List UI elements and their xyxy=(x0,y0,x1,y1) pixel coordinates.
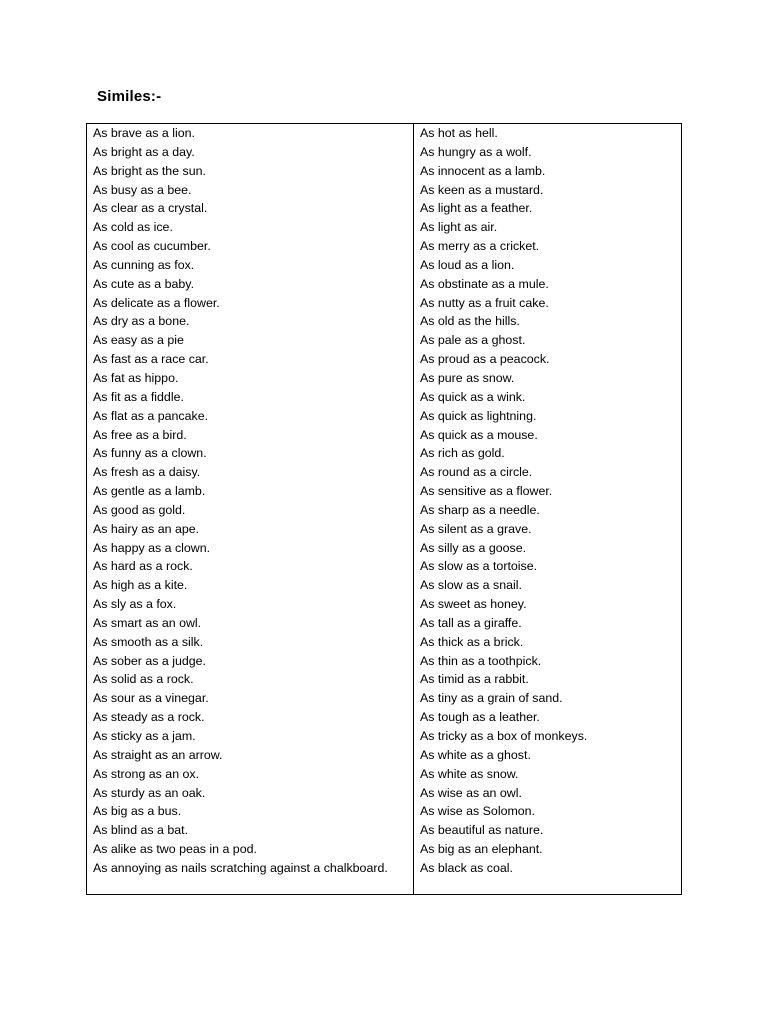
simile-item: As fresh as a daisy. xyxy=(93,465,201,480)
simile-item: As busy as a bee. xyxy=(93,182,192,197)
simile-item: As strong as an ox. xyxy=(93,766,200,781)
simile-item: As sweet as honey. xyxy=(420,597,527,612)
simile-item: As sensitive as a flower. xyxy=(420,484,553,499)
simile-item: As smooth as a silk. xyxy=(93,634,204,649)
simile-item: As rich as gold. xyxy=(420,446,505,461)
simile-item: As gentle as a lamb. xyxy=(93,484,206,499)
simile-item: As slow as a snail. xyxy=(420,578,522,593)
simile-item: As bright as a day. xyxy=(93,144,195,159)
simile-item: As straight as an arrow. xyxy=(93,747,223,762)
simile-item: As light as air. xyxy=(420,220,498,235)
simile-item: As old as the hills. xyxy=(420,314,520,329)
simile-item: As sturdy as an oak. xyxy=(93,785,206,800)
right-simile-column xyxy=(420,124,587,878)
simile-item: As high as a kite. xyxy=(93,578,188,593)
simile-item: As funny as a clown. xyxy=(93,446,207,461)
simile-item: As wise as Solomon. xyxy=(420,804,536,819)
simile-item: As clear as a crystal. xyxy=(93,201,208,216)
simile-item: As fit as a fiddle. xyxy=(93,389,184,404)
simile-item: As light as a feather. xyxy=(420,201,533,216)
simile-item: As tough as a leather. xyxy=(420,710,540,725)
simile-item: As sharp as a needle. xyxy=(420,502,540,517)
simile-item: As quick as a mouse. xyxy=(420,427,538,442)
similes-table xyxy=(86,123,682,895)
simile-item: As quick as lightning. xyxy=(420,408,537,423)
simile-item: As dry as a bone. xyxy=(93,314,190,329)
simile-item: As alike as two peas in a pod. xyxy=(93,842,257,857)
page-title: Similes:- xyxy=(97,88,162,105)
simile-item: As good as gold. xyxy=(93,502,186,517)
simile-item: As easy as a pie xyxy=(93,333,184,348)
simile-item: As cold as ice. xyxy=(93,220,173,235)
simile-item: As tall as a giraffe. xyxy=(420,615,522,630)
simile-item: As silent as a grave. xyxy=(420,521,532,536)
simile-item: As sober as a judge. xyxy=(93,653,206,668)
simile-item: As fat as hippo. xyxy=(93,370,179,385)
simile-item: As big as an elephant. xyxy=(420,842,543,857)
simile-item: As merry as a cricket. xyxy=(420,239,540,254)
simile-item: As hard as a rock. xyxy=(93,559,193,574)
simile-item: As silly as a goose. xyxy=(420,540,527,555)
simile-item: As thin as a toothpick. xyxy=(420,653,542,668)
simile-item: As thick as a brick. xyxy=(420,634,524,649)
simile-item: As sticky as a jam. xyxy=(93,729,196,743)
simile-item: As nutty as a fruit cake. xyxy=(420,295,549,310)
left-simile-column xyxy=(93,124,388,878)
simile-item: As cool as cucumber. xyxy=(93,239,211,254)
simile-item: As black as coal. xyxy=(420,860,513,875)
simile-item: As sour as a vinegar. xyxy=(93,691,209,706)
column-divider xyxy=(413,124,414,894)
simile-item: As hairy as an ape. xyxy=(93,521,200,536)
simile-item: As happy as a clown. xyxy=(93,540,211,555)
simile-item: As cunning as fox. xyxy=(93,257,195,272)
simile-item: As obstinate as a mule. xyxy=(420,276,549,291)
simile-item: As blind as a bat. xyxy=(93,823,189,838)
simile-item: As solid as a rock. xyxy=(93,672,194,687)
simile-item: As white as snow. xyxy=(420,766,519,781)
simile-item: As tricky as a box of monkeys. xyxy=(420,729,588,743)
simile-item: As pale as a ghost. xyxy=(420,333,526,348)
simile-item: As sly as a fox. xyxy=(93,597,177,612)
simile-item: As brave as a lion. xyxy=(93,126,195,140)
simile-item: As white as a ghost. xyxy=(420,747,531,762)
simile-item: As free as a bird. xyxy=(93,427,187,442)
simile-item: As proud as a peacock. xyxy=(420,352,550,367)
simile-item: As flat as a pancake. xyxy=(93,408,209,423)
simile-item: As steady as a rock. xyxy=(93,710,205,725)
simile-item: As round as a circle. xyxy=(420,465,533,480)
simile-item: As keen as a mustard. xyxy=(420,182,544,197)
simile-item: As cute as a baby. xyxy=(93,276,195,291)
simile-item: As big as a bus. xyxy=(93,804,182,819)
simile-item: As quick as a wink. xyxy=(420,389,526,404)
simile-item: As slow as a tortoise. xyxy=(420,559,538,574)
simile-item: As beautiful as nature. xyxy=(420,823,544,838)
simile-item: As annoying as nails scratching against a chalkboard. xyxy=(93,860,388,875)
simile-item: As innocent as a lamb. xyxy=(420,163,546,178)
simile-item: As tiny as a grain of sand. xyxy=(420,691,563,706)
simile-item: As loud as a lion. xyxy=(420,257,515,272)
simile-item: As wise as an owl. xyxy=(420,785,522,800)
simile-item: As pure as snow. xyxy=(420,370,515,385)
simile-item: As timid as a rabbit. xyxy=(420,672,529,687)
simile-item: As delicate as a flower. xyxy=(93,295,220,310)
simile-item: As smart as an owl. xyxy=(93,615,202,630)
simile-item: As hungry as a wolf. xyxy=(420,144,532,159)
simile-item: As bright as the sun. xyxy=(93,163,206,178)
simile-item: As fast as a race car. xyxy=(93,352,209,367)
simile-item: As hot as hell. xyxy=(420,126,498,140)
